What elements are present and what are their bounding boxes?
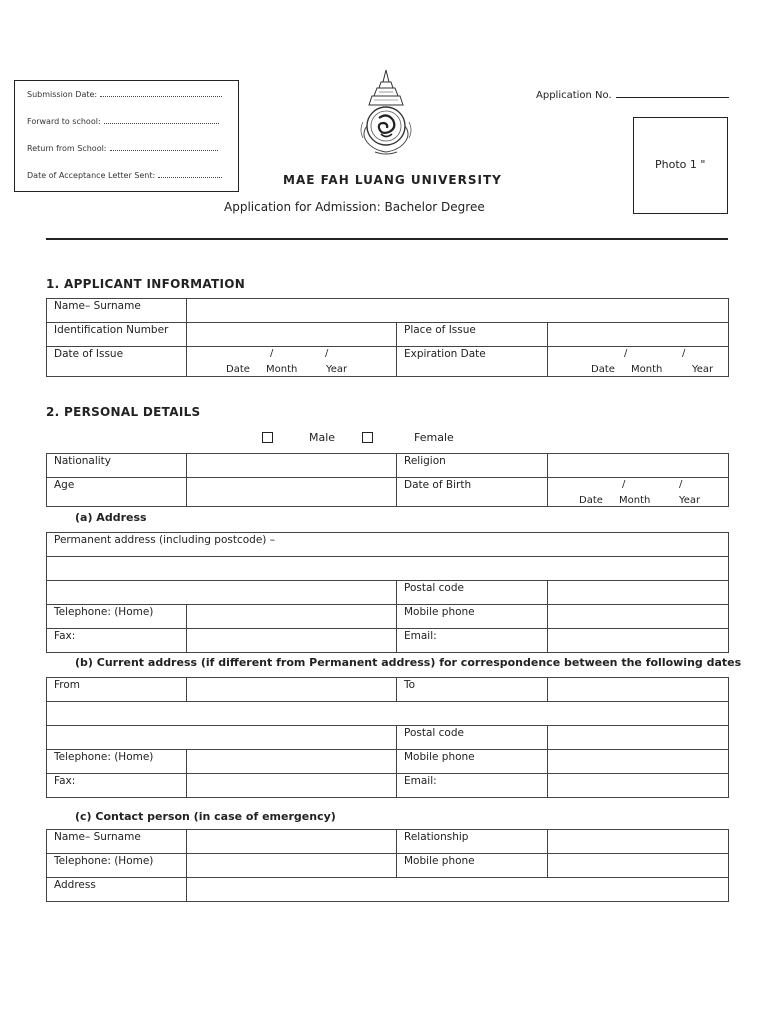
- table-row: [47, 605, 729, 629]
- table-row: [47, 299, 729, 323]
- date-slash: /: [325, 348, 329, 359]
- table-row: [47, 629, 729, 653]
- mobile-phone-label: Mobile phone: [397, 750, 548, 774]
- from-label: From: [47, 678, 187, 702]
- application-no-field[interactable]: [616, 89, 729, 98]
- date-of-birth-label: Date of Birth: [397, 478, 548, 507]
- postal-code-label: Postal code: [397, 726, 548, 750]
- telephone-home-input[interactable]: [187, 750, 397, 774]
- table-row: [47, 830, 729, 854]
- form-subtitle: Application for Admission: Bachelor Degree: [224, 200, 485, 214]
- acceptance-letter-line: [27, 171, 222, 180]
- mobile-phone-input[interactable]: [548, 605, 729, 629]
- fax-input[interactable]: [187, 774, 397, 798]
- telephone-home-input[interactable]: [187, 605, 397, 629]
- forward-to-school-line: [27, 117, 219, 126]
- from-date-input[interactable]: [187, 678, 397, 702]
- table-row: [47, 854, 729, 878]
- nationality-input[interactable]: [187, 454, 397, 478]
- date-slash: /: [624, 348, 628, 359]
- expiration-date-input[interactable]: [548, 347, 729, 377]
- submission-date-line: [27, 90, 222, 99]
- identification-number-label: Identification Number: [47, 323, 187, 347]
- table-row: [47, 347, 729, 377]
- application-no-line: [536, 89, 729, 101]
- header-divider: [46, 238, 728, 240]
- contact-person-subtitle: (c) Contact person (in case of emergency): [75, 810, 336, 823]
- current-address-subtitle: (b) Current address (if different from Permanent address) for correspondence between the following dates: [75, 656, 742, 669]
- email-label: Email:: [397, 774, 548, 798]
- date-of-issue-label: Date of Issue: [47, 347, 187, 377]
- photo-box[interactable]: [633, 117, 728, 214]
- to-date-input[interactable]: [548, 678, 729, 702]
- date-slash: /: [270, 348, 274, 359]
- religion-label: Religion: [397, 454, 548, 478]
- office-use-box: [14, 80, 239, 192]
- personal-details-table: [46, 453, 729, 507]
- religion-input[interactable]: [548, 454, 729, 478]
- postal-code-label: Postal code: [397, 581, 548, 605]
- date-part-label: Date: [591, 364, 615, 375]
- contact-mobile-label: Mobile phone: [397, 854, 548, 878]
- nationality-label: Nationality: [47, 454, 187, 478]
- contact-name-label: Name– Surname: [47, 830, 187, 854]
- name-surname-input[interactable]: [187, 299, 729, 323]
- date-of-birth-dmy: [555, 479, 721, 506]
- table-row: [47, 702, 729, 726]
- male-label: Male: [309, 431, 336, 444]
- relationship-input[interactable]: [548, 830, 729, 854]
- forward-to-school-label: Forward to school:: [27, 117, 101, 126]
- fax-label: Fax:: [47, 774, 187, 798]
- address-subtitle: (a) Address: [75, 511, 147, 524]
- current-address-line-input[interactable]: [47, 702, 729, 726]
- university-emblem-icon: [357, 68, 415, 156]
- email-input[interactable]: [548, 629, 729, 653]
- email-label: Email:: [397, 629, 548, 653]
- relationship-label: Relationship: [397, 830, 548, 854]
- expiration-date-dmy: [555, 348, 721, 376]
- contact-telephone-input[interactable]: [187, 854, 397, 878]
- photo-label: Photo 1 ": [655, 158, 706, 171]
- date-of-issue-input[interactable]: [187, 347, 397, 377]
- table-row: [47, 726, 729, 750]
- table-row: [47, 557, 729, 581]
- year-part-label: Year: [679, 495, 701, 506]
- contact-name-input[interactable]: [187, 830, 397, 854]
- postal-code-input[interactable]: [548, 581, 729, 605]
- identification-number-input[interactable]: [187, 323, 397, 347]
- contact-address-input[interactable]: [187, 878, 729, 902]
- submission-date-label: Submission Date:: [27, 90, 98, 99]
- table-row: [47, 774, 729, 798]
- table-row: [47, 533, 729, 557]
- date-slash: /: [682, 348, 686, 359]
- table-row: [47, 454, 729, 478]
- forward-to-school-field[interactable]: [104, 117, 219, 124]
- date-slash: /: [679, 479, 683, 490]
- expiration-date-label: Expiration Date: [397, 347, 548, 377]
- mobile-phone-input[interactable]: [548, 750, 729, 774]
- acceptance-letter-field[interactable]: [158, 171, 222, 178]
- date-slash: /: [622, 479, 626, 490]
- application-no-label: Application No.: [536, 90, 612, 101]
- table-row: [47, 878, 729, 902]
- mobile-phone-label: Mobile phone: [397, 605, 548, 629]
- female-checkbox[interactable]: [362, 432, 373, 443]
- acceptance-letter-label: Date of Acceptance Letter Sent:: [27, 171, 156, 180]
- permanent-address-label: Permanent address (including postcode) –: [47, 533, 729, 557]
- female-label: Female: [414, 431, 454, 444]
- place-of-issue-label: Place of Issue: [397, 323, 548, 347]
- applicant-information-title: 1. APPLICANT INFORMATION: [46, 277, 246, 291]
- submission-date-field[interactable]: [100, 90, 222, 97]
- contact-person-table: [46, 829, 729, 902]
- university-name: MAE FAH LUANG UNIVERSITY: [283, 173, 502, 187]
- permanent-address-table: [46, 532, 729, 653]
- table-row: [47, 678, 729, 702]
- telephone-home-label: Telephone: (Home): [47, 750, 187, 774]
- return-from-school-line: [27, 144, 218, 153]
- permanent-address-line-input[interactable]: [47, 557, 729, 581]
- date-of-birth-input[interactable]: [548, 478, 729, 507]
- date-part-label: Date: [579, 495, 603, 506]
- year-part-label: Year: [692, 364, 714, 375]
- month-part-label: Month: [266, 364, 298, 375]
- telephone-home-label: Telephone: (Home): [47, 605, 187, 629]
- age-label: Age: [47, 478, 187, 507]
- personal-details-title: 2. PERSONAL DETAILS: [46, 405, 201, 419]
- fax-label: Fax:: [47, 629, 187, 653]
- table-row: [47, 478, 729, 507]
- place-of-issue-input[interactable]: [548, 323, 729, 347]
- return-from-school-field[interactable]: [110, 144, 218, 151]
- current-address-line-input[interactable]: [47, 726, 397, 750]
- applicant-information-table: [46, 298, 729, 377]
- month-part-label: Month: [619, 495, 651, 506]
- male-checkbox[interactable]: [262, 432, 273, 443]
- to-label: To: [397, 678, 548, 702]
- date-part-label: Date: [226, 364, 250, 375]
- contact-address-label: Address: [47, 878, 187, 902]
- year-part-label: Year: [326, 364, 348, 375]
- table-row: [47, 750, 729, 774]
- contact-mobile-input[interactable]: [548, 854, 729, 878]
- name-surname-label: Name– Surname: [47, 299, 187, 323]
- table-row: [47, 323, 729, 347]
- current-address-table: [46, 677, 729, 798]
- month-part-label: Month: [631, 364, 663, 375]
- contact-telephone-label: Telephone: (Home): [47, 854, 187, 878]
- postal-code-input[interactable]: [548, 726, 729, 750]
- age-input[interactable]: [187, 478, 397, 507]
- fax-input[interactable]: [187, 629, 397, 653]
- permanent-address-line-input[interactable]: [47, 581, 397, 605]
- return-from-school-label: Return from School:: [27, 144, 107, 153]
- table-row: [47, 581, 729, 605]
- date-of-issue-dmy: [194, 348, 389, 376]
- email-input[interactable]: [548, 774, 729, 798]
